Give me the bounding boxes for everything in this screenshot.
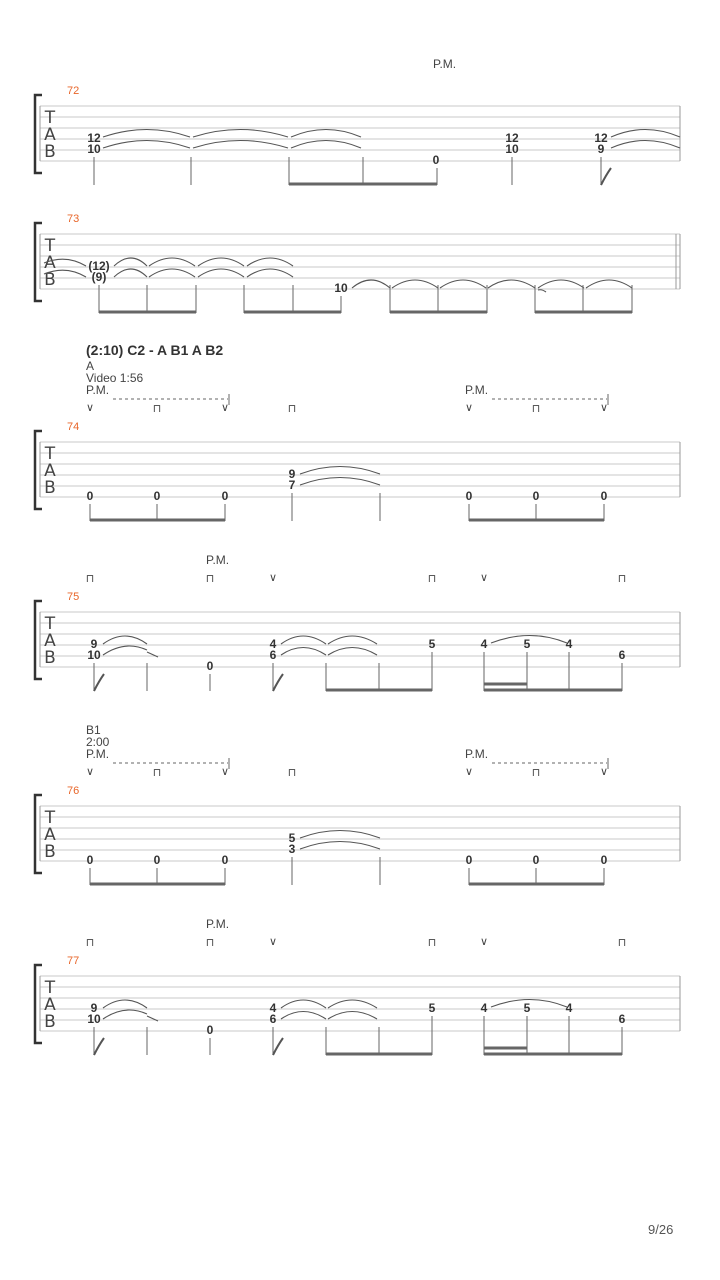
svg-text:10: 10	[505, 142, 519, 156]
section-time: 2:00	[86, 735, 110, 749]
svg-text:0: 0	[465, 853, 473, 867]
palm-mute-label: P.M.	[86, 747, 110, 761]
svg-text:∨: ∨	[479, 571, 489, 584]
svg-text:⊓: ⊓	[85, 936, 95, 949]
tab-clef	[44, 444, 56, 498]
svg-text:9: 9	[90, 1001, 98, 1015]
svg-text:4: 4	[480, 1001, 488, 1015]
notes	[87, 131, 608, 167]
measure-72	[35, 57, 680, 185]
svg-text:A: A	[44, 631, 56, 651]
palm-mute-label: P.M.	[433, 57, 457, 71]
rhythm	[94, 652, 622, 691]
measure-77	[35, 917, 680, 1055]
svg-text:4: 4	[565, 637, 573, 651]
svg-text:T: T	[44, 108, 56, 128]
svg-text:∨: ∨	[599, 401, 609, 414]
svg-text:0: 0	[206, 659, 214, 673]
svg-text:T: T	[44, 978, 56, 998]
svg-text:12: 12	[87, 131, 101, 145]
svg-text:10: 10	[87, 648, 101, 662]
ties	[103, 1000, 567, 1022]
svg-text:A: A	[44, 995, 56, 1015]
svg-text:9: 9	[597, 142, 605, 156]
svg-text:T: T	[44, 444, 56, 464]
staff-lines	[40, 976, 680, 1031]
svg-text:⊓: ⊓	[427, 936, 437, 949]
svg-text:∨: ∨	[85, 401, 95, 414]
svg-text:⊓: ⊓	[152, 402, 162, 415]
ties	[300, 831, 380, 850]
pick-strokes	[86, 747, 608, 779]
svg-text:6: 6	[618, 1012, 626, 1026]
svg-text:9: 9	[288, 467, 296, 481]
svg-text:B: B	[44, 142, 56, 162]
staff-lines	[40, 234, 680, 289]
svg-text:4: 4	[565, 1001, 573, 1015]
measure-number: 72	[67, 85, 80, 97]
section-marker: A	[86, 359, 95, 373]
svg-text:12: 12	[594, 131, 608, 145]
svg-text:B: B	[44, 648, 56, 668]
svg-text:⊓: ⊓	[531, 402, 541, 415]
palm-mute-label: P.M.	[206, 917, 230, 931]
tab-clef	[44, 108, 56, 162]
section-text: Video 1:56	[86, 371, 144, 385]
svg-text:⊓: ⊓	[205, 572, 215, 585]
palm-mute-label: P.M.	[465, 747, 489, 761]
svg-text:⊓: ⊓	[617, 572, 627, 585]
svg-text:⊓: ⊓	[205, 936, 215, 949]
svg-text:10: 10	[87, 1012, 101, 1026]
measure-number: 74	[67, 421, 80, 433]
svg-text:5: 5	[523, 1001, 531, 1015]
svg-text:0: 0	[86, 489, 94, 503]
svg-text:∨: ∨	[85, 765, 95, 778]
svg-text:0: 0	[600, 853, 608, 867]
rhythm	[94, 1016, 622, 1055]
page-number: 9/26	[648, 1222, 674, 1237]
staff-lines	[40, 106, 680, 161]
tab-clef	[44, 978, 56, 1032]
svg-text:⊓: ⊓	[152, 766, 162, 779]
palm-mute-label: P.M.	[206, 553, 230, 567]
svg-text:6: 6	[269, 1012, 277, 1026]
svg-text:A: A	[44, 825, 56, 845]
svg-text:0: 0	[221, 489, 229, 503]
svg-text:(9): (9)	[91, 270, 107, 284]
staff-lines	[40, 442, 680, 497]
pick-strokes	[86, 383, 608, 415]
svg-text:0: 0	[153, 853, 161, 867]
svg-text:∨: ∨	[220, 401, 230, 414]
tab-clef	[44, 808, 56, 862]
svg-text:⊓: ⊓	[427, 572, 437, 585]
svg-text:6: 6	[618, 648, 626, 662]
measure-number: 75	[67, 591, 80, 603]
svg-text:5: 5	[428, 637, 436, 651]
svg-text:0: 0	[86, 853, 94, 867]
svg-text:5: 5	[428, 1001, 436, 1015]
svg-text:B: B	[44, 842, 56, 862]
svg-text:⊓: ⊓	[531, 766, 541, 779]
section-title: (2:10) C2 - A B1 A B2	[86, 342, 224, 358]
pick-strokes	[86, 917, 627, 949]
svg-text:0: 0	[465, 489, 473, 503]
svg-text:0: 0	[153, 489, 161, 503]
svg-text:B: B	[44, 270, 56, 290]
svg-text:5: 5	[288, 831, 296, 845]
svg-text:(12): (12)	[88, 259, 110, 273]
ties	[300, 467, 380, 486]
svg-text:0: 0	[221, 853, 229, 867]
svg-text:0: 0	[532, 489, 540, 503]
svg-text:∨: ∨	[268, 935, 278, 948]
svg-text:⊓: ⊓	[287, 402, 297, 415]
svg-text:A: A	[44, 461, 56, 481]
svg-text:0: 0	[432, 153, 440, 167]
svg-text:B: B	[44, 478, 56, 498]
svg-text:0: 0	[532, 853, 540, 867]
svg-text:12: 12	[505, 131, 519, 145]
svg-text:T: T	[44, 614, 56, 634]
svg-text:4: 4	[269, 1001, 277, 1015]
ties	[103, 636, 567, 658]
svg-text:∨: ∨	[479, 935, 489, 948]
notes	[87, 467, 608, 503]
staff-lines	[40, 612, 680, 667]
svg-text:B: B	[44, 1012, 56, 1032]
measure-76	[35, 747, 680, 885]
svg-text:∨: ∨	[599, 765, 609, 778]
svg-text:T: T	[44, 808, 56, 828]
svg-text:A: A	[44, 253, 56, 273]
notes	[88, 259, 348, 295]
notes	[87, 831, 608, 867]
svg-text:T: T	[44, 236, 56, 256]
svg-text:4: 4	[480, 637, 488, 651]
svg-text:9: 9	[90, 637, 98, 651]
svg-text:3: 3	[288, 842, 296, 856]
svg-text:⊓: ⊓	[85, 572, 95, 585]
svg-text:10: 10	[87, 142, 101, 156]
measure-73	[35, 213, 680, 313]
svg-text:0: 0	[206, 1023, 214, 1037]
measure-number: 76	[67, 785, 80, 797]
svg-text:⊓: ⊓	[287, 766, 297, 779]
svg-text:7: 7	[288, 478, 296, 492]
measure-75	[35, 553, 680, 691]
svg-text:6: 6	[269, 648, 277, 662]
svg-text:4: 4	[269, 637, 277, 651]
svg-text:0: 0	[600, 489, 608, 503]
tab-clef	[44, 614, 56, 668]
measure-number: 73	[67, 213, 80, 225]
tab-clef	[44, 236, 56, 290]
palm-mute-label: P.M.	[86, 383, 110, 397]
measure-74	[35, 383, 680, 521]
svg-text:∨: ∨	[268, 571, 278, 584]
notes	[87, 637, 625, 673]
svg-text:10: 10	[334, 281, 348, 295]
svg-text:∨: ∨	[464, 765, 474, 778]
measure-number: 77	[67, 955, 80, 967]
section-marker: B1	[86, 723, 101, 737]
svg-text:5: 5	[523, 637, 531, 651]
svg-text:A: A	[44, 125, 56, 145]
staff-lines	[40, 806, 680, 861]
palm-mute-label: P.M.	[465, 383, 489, 397]
svg-text:∨: ∨	[220, 765, 230, 778]
pick-strokes	[86, 553, 627, 585]
svg-text:∨: ∨	[464, 401, 474, 414]
svg-text:⊓: ⊓	[617, 936, 627, 949]
notes	[87, 1001, 625, 1037]
